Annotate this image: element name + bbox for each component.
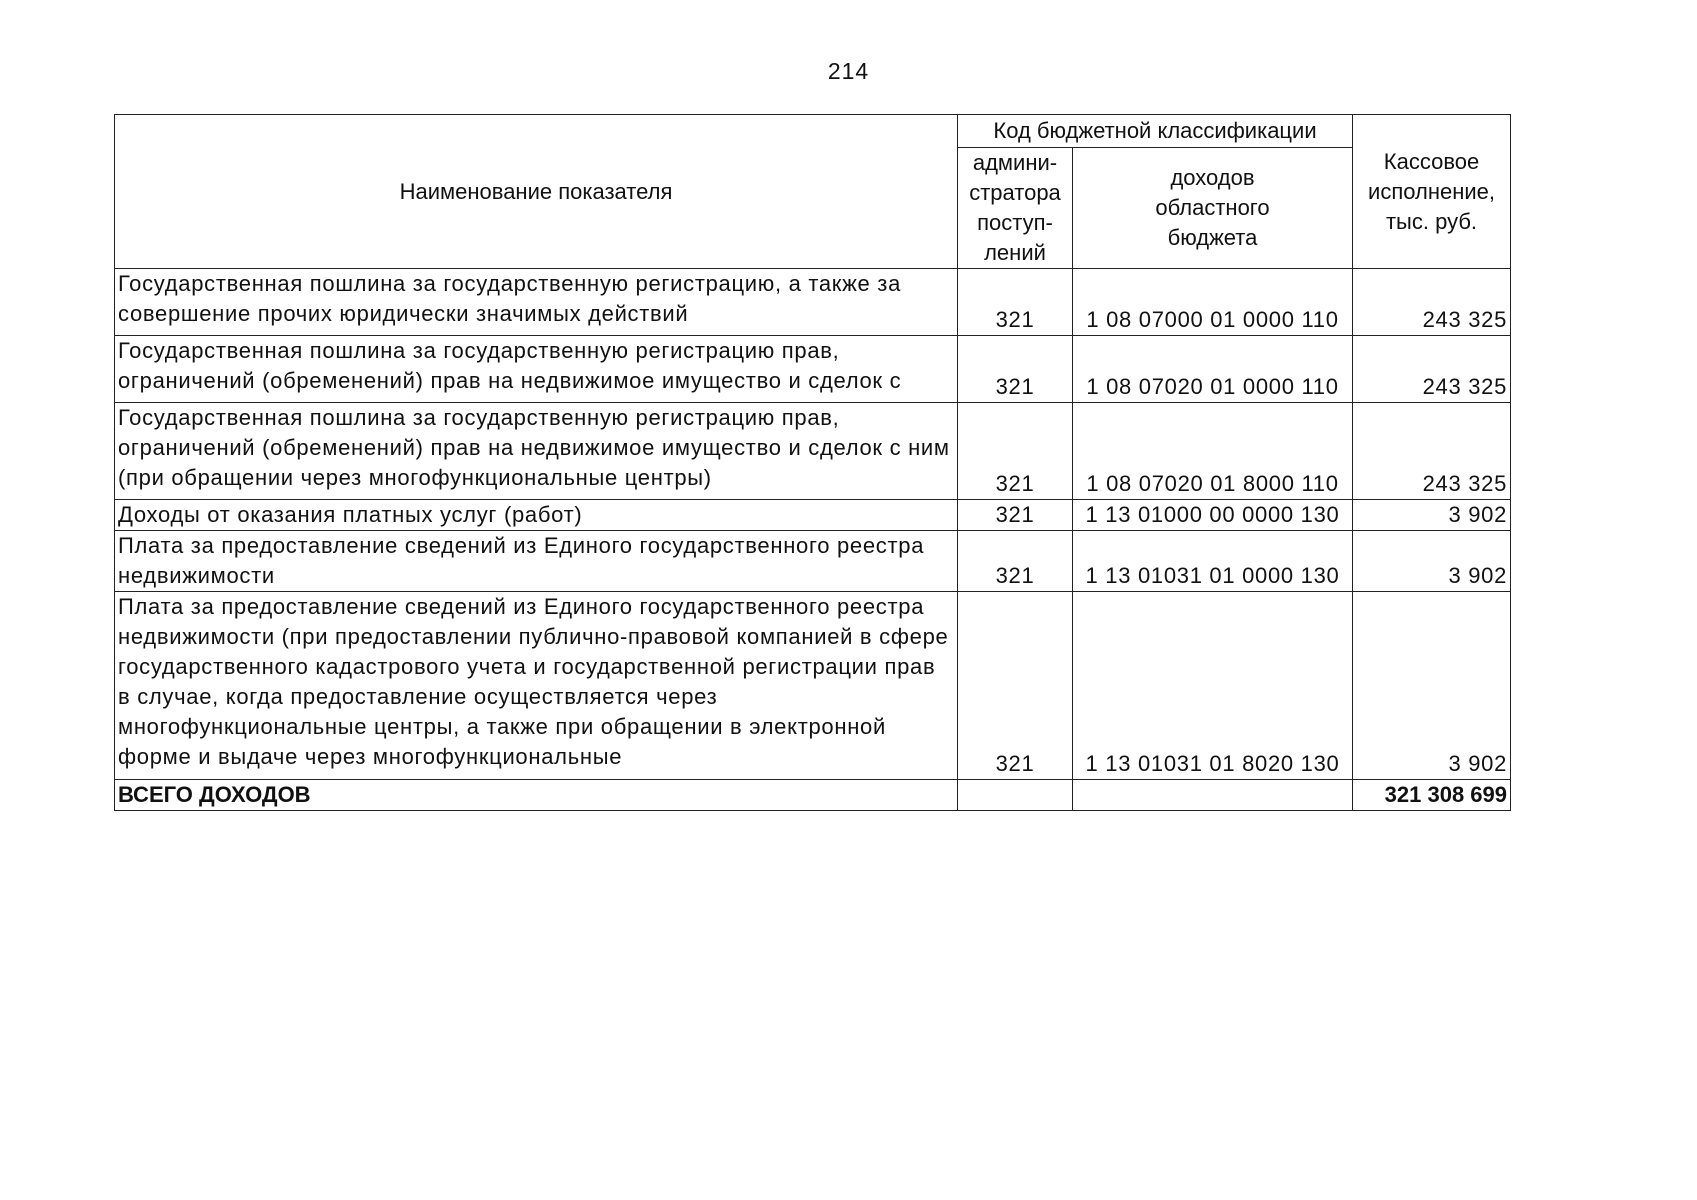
row-amount: 243 325 xyxy=(1353,403,1511,500)
row-name: Государственная пошлина за государственную регистрацию прав, ограничений (обременений) прав на недвижимое имущество и сделок с xyxy=(115,336,958,403)
row-income-code: 1 13 01031 01 0000 130 xyxy=(1073,531,1353,592)
header-income-line: областного xyxy=(1155,195,1270,220)
row-name: Плата за предоставление сведений из Единого государственного реестра недвижимости (при предоставлении публично-правовой компанией в сфере государственного кадастрового учета и государственной регистрации прав в случае, когда предоставление осуществляется через многофункциональные центры, а также при обращении в электронной форме и выдаче через многофункциональные xyxy=(115,592,958,780)
page-number: 214 xyxy=(827,58,870,84)
table-row xyxy=(115,269,1511,336)
header-cash-line: исполнение, xyxy=(1368,178,1495,204)
row-income-code: 1 08 07000 01 0000 110 xyxy=(1073,269,1353,336)
row-admin-code: 321 xyxy=(958,531,1073,592)
row-admin-code: 321 xyxy=(958,336,1073,403)
row-income-code: 1 13 01031 01 8020 130 xyxy=(1073,592,1353,780)
header-regional-budget-income xyxy=(1073,148,1353,269)
income-table xyxy=(114,114,1511,811)
header-administrator xyxy=(958,148,1073,269)
header-indicator-name: Наименование показателя xyxy=(115,115,958,269)
header-admin-line: лений xyxy=(984,240,1046,265)
header-cash-execution xyxy=(1353,115,1511,269)
header-income-line: бюджета xyxy=(1167,225,1258,250)
row-income-code: 1 08 07020 01 8000 110 xyxy=(1073,403,1353,500)
row-name: Доходы от оказания платных услуг (работ) xyxy=(115,500,958,531)
total-amount: 321 308 699 xyxy=(1353,780,1511,811)
row-name: Государственная пошлина за государственную регистрацию прав, ограничений (обременений) прав на недвижимое имущество и сделок с ним (при обращении через многофункциональные центры) xyxy=(115,403,958,500)
row-amount: 243 325 xyxy=(1353,336,1511,403)
row-admin-code: 321 xyxy=(958,269,1073,336)
header-income-line: доходов xyxy=(1170,165,1255,190)
row-admin-code: 321 xyxy=(958,592,1073,780)
row-amount: 3 902 xyxy=(1353,592,1511,780)
row-amount: 3 902 xyxy=(1353,500,1511,531)
table-row xyxy=(115,403,1511,500)
header-classification-code: Код бюджетной классификации xyxy=(958,115,1353,148)
header-admin-line: стратора xyxy=(969,180,1061,205)
total-row xyxy=(115,780,1511,811)
row-amount: 3 902 xyxy=(1353,531,1511,592)
row-admin-code: 321 xyxy=(958,403,1073,500)
row-name: Государственная пошлина за государственную регистрацию, а также за совершение прочих юридически значимых действий xyxy=(115,269,958,336)
row-income-code: 1 13 01000 00 0000 130 xyxy=(1073,500,1353,531)
row-name: Плата за предоставление сведений из Единого государственного реестра недвижимости xyxy=(115,531,958,592)
total-label: ВСЕГО ДОХОДОВ xyxy=(115,780,958,811)
row-amount: 243 325 xyxy=(1353,269,1511,336)
header-cash-line: тыс. руб. xyxy=(1385,208,1478,234)
table-row xyxy=(115,336,1511,403)
table-row xyxy=(115,592,1511,780)
header-admin-line: админи- xyxy=(972,150,1058,175)
row-income-code: 1 08 07020 01 0000 110 xyxy=(1073,336,1353,403)
table-row xyxy=(115,500,1511,531)
header-cash-line: Кассовое xyxy=(1383,148,1480,174)
row-admin-code: 321 xyxy=(958,500,1073,531)
header-admin-line: поступ- xyxy=(977,210,1053,235)
total-income-code xyxy=(1073,780,1353,811)
total-admin-code xyxy=(958,780,1073,811)
table-row xyxy=(115,531,1511,592)
